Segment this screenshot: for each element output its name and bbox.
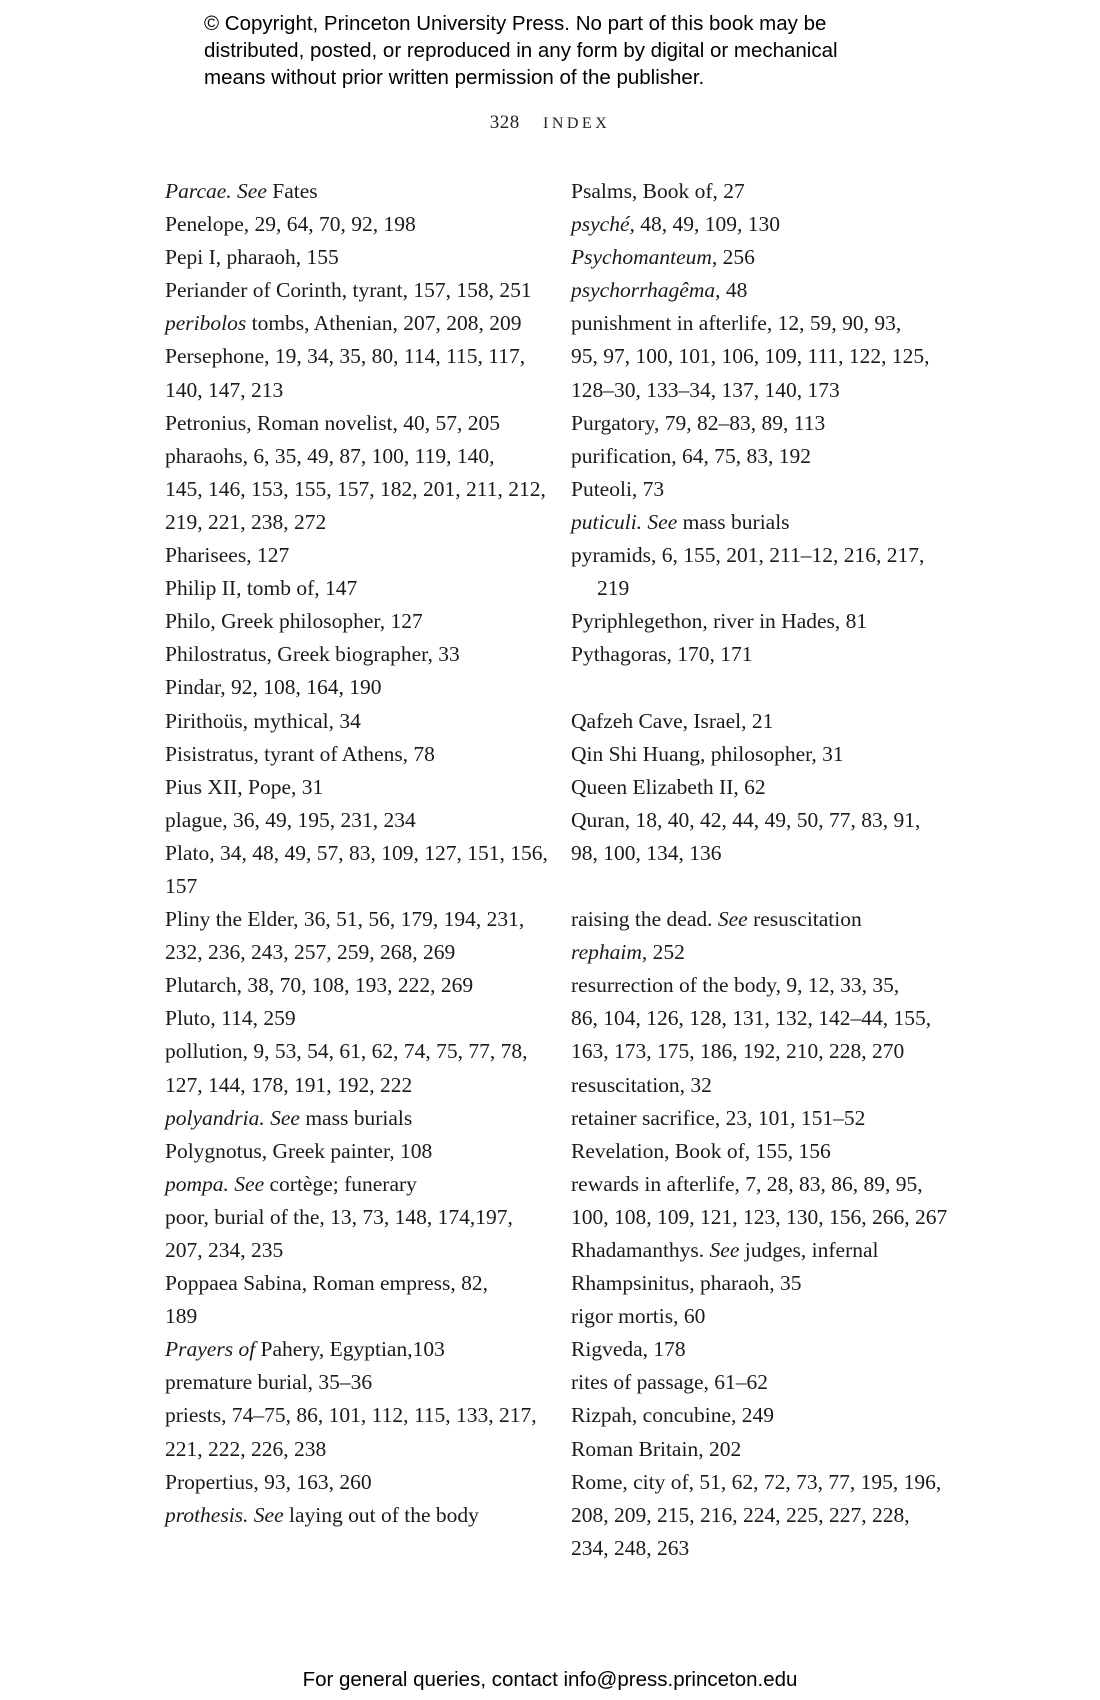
entry-text: Periander of Corinth, tyrant, 157, 158, 251 bbox=[165, 278, 532, 303]
index-entry bbox=[571, 1069, 961, 1102]
italic-text: psyché, bbox=[571, 212, 635, 237]
entry-text: Purgatory, 79, 82–83, 89, 113 bbox=[571, 410, 826, 435]
entry-text: resuscitation bbox=[747, 907, 862, 932]
entry-text: poor, burial of the, 13, 73, 148, 174,197, bbox=[165, 1204, 513, 1229]
index-entry bbox=[571, 903, 961, 936]
index-entry-line bbox=[165, 605, 555, 638]
index-entry-continuation bbox=[165, 936, 555, 969]
index-entry-line bbox=[165, 340, 555, 373]
entry-text: , 48 bbox=[715, 278, 748, 303]
index-entry bbox=[165, 307, 555, 340]
index-entry-line bbox=[165, 440, 555, 473]
index-entry-continuation bbox=[571, 837, 961, 870]
entry-text: 100, 108, 109, 121, 123, 130, 156, 266, 267 bbox=[571, 1204, 948, 1229]
italic-text: Parcae. See bbox=[165, 179, 267, 203]
index-entry-line bbox=[165, 241, 555, 274]
entry-text: Philip II, tomb of, 147 bbox=[165, 576, 358, 601]
index-entry-line bbox=[571, 440, 961, 473]
entry-text: Pirithoüs, mythical, 34 bbox=[165, 708, 361, 733]
index-entry-line bbox=[165, 1035, 555, 1068]
index-entry-line bbox=[165, 1168, 555, 1201]
index-entry-line bbox=[165, 1499, 555, 1532]
entry-text: mass burials bbox=[299, 1105, 413, 1130]
index-entry-line bbox=[165, 804, 555, 837]
section-title: INDEX bbox=[542, 115, 611, 132]
index-entry-line bbox=[571, 473, 961, 506]
index-entry-line bbox=[165, 738, 555, 771]
index-entry bbox=[571, 1267, 961, 1300]
entry-text: resuscitation, 32 bbox=[571, 1072, 712, 1097]
index-entry bbox=[165, 1333, 555, 1366]
index-entry-line bbox=[571, 241, 961, 274]
index-entry-line bbox=[165, 1002, 555, 1035]
entry-text: 48, 49, 109, 130 bbox=[634, 212, 780, 237]
entry-text: Plato, 34, 48, 49, 57, 83, 109, 127, 151, 156, bbox=[165, 840, 548, 865]
italic-text: Psychomanteum bbox=[571, 245, 712, 270]
index-column-left bbox=[165, 175, 555, 1532]
entry-text: Pharisees, 127 bbox=[165, 543, 290, 568]
entry-text: Propertius, 93, 163, 260 bbox=[165, 1469, 372, 1494]
entry-text: Poppaea Sabina, Roman empress, 82, bbox=[165, 1271, 489, 1296]
index-entry-line bbox=[165, 1333, 555, 1366]
index-entry bbox=[165, 440, 555, 539]
index-entry bbox=[165, 671, 555, 704]
index-entry bbox=[571, 1466, 961, 1565]
index-entry-line bbox=[571, 506, 961, 539]
index-entry-line bbox=[571, 804, 961, 837]
index-entry bbox=[571, 1333, 961, 1366]
index-entry bbox=[165, 1466, 555, 1499]
index-entry-line bbox=[571, 1333, 961, 1366]
index-entry-line bbox=[165, 274, 555, 307]
entry-text: Pepi I, pharaoh, 155 bbox=[165, 245, 339, 270]
index-entry bbox=[571, 175, 961, 208]
entry-text: 140, 147, 213 bbox=[165, 377, 284, 402]
entry-text: 128–30, 133–34, 137, 140, 173 bbox=[571, 377, 840, 402]
letter-section-gap bbox=[571, 870, 961, 903]
entry-text: pharaohs, 6, 35, 49, 87, 100, 119, 140, bbox=[165, 443, 495, 468]
copyright-line: means without prior written permission of the publisher. bbox=[204, 66, 705, 89]
entry-text: Rhampsinitus, pharaoh, 35 bbox=[571, 1271, 802, 1296]
index-entry-continuation bbox=[571, 1499, 961, 1532]
index-entry bbox=[571, 1102, 961, 1135]
index-entry bbox=[571, 473, 961, 506]
entry-text: 127, 144, 178, 191, 192, 222 bbox=[165, 1072, 413, 1097]
index-entry-line bbox=[165, 903, 555, 936]
index-entry bbox=[165, 837, 555, 903]
index-entry-line bbox=[165, 1201, 555, 1234]
index-entry bbox=[571, 1433, 961, 1466]
entry-text: Rhadamanthys. bbox=[571, 1238, 710, 1262]
entry-text: pyramids, 6, 155, 201, 211–12, 216, 217, 219 bbox=[571, 543, 925, 601]
index-entry-line bbox=[571, 738, 961, 771]
entry-text: , 256 bbox=[711, 245, 755, 270]
entry-text: Philostratus, Greek biographer, 33 bbox=[165, 642, 460, 667]
index-entry-continuation bbox=[571, 1532, 961, 1565]
italic-text: peribolos bbox=[165, 311, 247, 336]
index-entry-line bbox=[571, 1300, 961, 1333]
index-entry-line bbox=[571, 1267, 961, 1300]
index-entry-line bbox=[571, 274, 961, 307]
index-entry bbox=[571, 1234, 961, 1267]
entry-text: 98, 100, 134, 136 bbox=[571, 840, 722, 865]
italic-text: psychorrhagêma bbox=[571, 278, 716, 303]
index-entry-continuation bbox=[165, 473, 555, 506]
index-entry-line bbox=[165, 638, 555, 671]
index-entry bbox=[165, 1002, 555, 1035]
index-entry-line bbox=[165, 837, 555, 870]
index-entry-line bbox=[571, 539, 961, 605]
entry-text: 232, 236, 243, 257, 259, 268, 269 bbox=[165, 940, 456, 965]
letter-section-gap bbox=[571, 671, 961, 704]
index-entry-line bbox=[165, 208, 555, 241]
entry-text: priests, 74–75, 86, 101, 112, 115, 133, 217, bbox=[165, 1403, 537, 1428]
index-entry bbox=[571, 274, 961, 307]
index-entry bbox=[165, 903, 555, 969]
index-entry bbox=[571, 506, 961, 539]
index-entry bbox=[571, 705, 961, 738]
entry-text: 163, 173, 175, 186, 192, 210, 228, 270 bbox=[571, 1039, 905, 1064]
index-entry-line bbox=[571, 638, 961, 671]
entry-text: purification, 64, 75, 83, 192 bbox=[571, 443, 812, 468]
index-column-right bbox=[571, 175, 961, 1565]
entry-text: rigor mortis, 60 bbox=[571, 1304, 706, 1329]
index-entry bbox=[165, 1201, 555, 1267]
index-entry-line bbox=[165, 407, 555, 440]
index-entry bbox=[571, 969, 961, 1068]
contact-footer: For general queries, contact info@press.princeton.edu bbox=[302, 1668, 798, 1691]
entry-text: plague, 36, 49, 195, 231, 234 bbox=[165, 807, 416, 832]
index-entry-line bbox=[165, 307, 555, 340]
entry-text: raising the dead. bbox=[571, 907, 718, 932]
copyright-line: distributed, posted, or reproduced in any form by digital or mechanical bbox=[204, 39, 838, 62]
index-entry-line bbox=[165, 771, 555, 804]
index-entry-line bbox=[571, 771, 961, 804]
index-entry bbox=[165, 1499, 555, 1532]
entry-text: 189 bbox=[165, 1304, 198, 1329]
index-entry-line bbox=[571, 1399, 961, 1432]
entry-text: cortège; funerary bbox=[264, 1171, 417, 1196]
entry-text: Rigveda, 178 bbox=[571, 1337, 686, 1362]
index-entry bbox=[165, 969, 555, 1002]
index-entry-line bbox=[165, 1466, 555, 1499]
index-entry bbox=[165, 1035, 555, 1101]
entry-text: Queen Elizabeth II, 62 bbox=[571, 774, 766, 799]
index-entry bbox=[165, 175, 555, 208]
index-entry bbox=[571, 638, 961, 671]
index-entry-line bbox=[571, 705, 961, 738]
italic-text: puticuli. See bbox=[571, 509, 678, 534]
index-entry bbox=[571, 936, 961, 969]
index-entry bbox=[571, 208, 961, 241]
entry-text: 157 bbox=[165, 873, 198, 898]
entry-text: Pisistratus, tyrant of Athens, 78 bbox=[165, 741, 435, 766]
index-entry-continuation bbox=[165, 870, 555, 903]
index-entry bbox=[571, 1366, 961, 1399]
index-entry bbox=[165, 1399, 555, 1465]
entry-text: pollution, 9, 53, 54, 61, 62, 74, 75, 77, 78, bbox=[165, 1039, 528, 1064]
entry-text: Fates bbox=[266, 179, 318, 203]
index-entry bbox=[165, 1366, 555, 1399]
index-entry bbox=[165, 605, 555, 638]
copyright-notice bbox=[204, 10, 1004, 91]
entry-text: retainer sacrifice, 23, 101, 151–52 bbox=[571, 1105, 866, 1130]
index-entry-line bbox=[165, 539, 555, 572]
index-entry bbox=[571, 605, 961, 638]
index-entry-continuation bbox=[571, 1002, 961, 1035]
index-entry bbox=[165, 1102, 555, 1135]
index-entry-continuation bbox=[571, 1201, 961, 1234]
index-entry bbox=[571, 241, 961, 274]
entry-text: Pliny the Elder, 36, 51, 56, 179, 194, 231, bbox=[165, 907, 525, 932]
index-entry-line bbox=[571, 903, 961, 936]
entry-text: Puteoli, 73 bbox=[571, 476, 665, 501]
entry-text: Roman Britain, 202 bbox=[571, 1436, 742, 1461]
index-entry-line bbox=[165, 1102, 555, 1135]
entry-text: 234, 248, 263 bbox=[571, 1535, 690, 1560]
entry-text: , 252 bbox=[641, 940, 685, 965]
index-entry-line bbox=[571, 407, 961, 440]
entry-text: 221, 222, 226, 238 bbox=[165, 1436, 327, 1461]
entry-text: resurrection of the body, 9, 12, 33, 35, bbox=[571, 973, 900, 998]
entry-text: Rizpah, concubine, 249 bbox=[571, 1403, 775, 1428]
entry-text: Qafzeh Cave, Israel, 21 bbox=[571, 708, 774, 733]
index-entry bbox=[165, 340, 555, 406]
index-entry-continuation bbox=[165, 1300, 555, 1333]
index-entry-line bbox=[571, 969, 961, 1002]
index-entry-line bbox=[165, 969, 555, 1002]
index-entry bbox=[571, 738, 961, 771]
entry-text: Pius XII, Pope, 31 bbox=[165, 774, 324, 799]
entry-text: 207, 234, 235 bbox=[165, 1238, 284, 1262]
index-entry bbox=[165, 274, 555, 307]
entry-text: punishment in afterlife, 12, 59, 90, 93, bbox=[571, 311, 902, 336]
entry-text: Pahery, Egyptian,103 bbox=[255, 1337, 445, 1362]
index-entry bbox=[165, 638, 555, 671]
index-entry-continuation bbox=[165, 1433, 555, 1466]
entry-text: Rome, city of, 51, 62, 72, 73, 77, 195, 196, bbox=[571, 1469, 942, 1494]
index-entry-continuation bbox=[571, 340, 961, 373]
italic-text: Prayers of bbox=[165, 1337, 256, 1362]
index-entry bbox=[165, 539, 555, 572]
index-entry bbox=[165, 771, 555, 804]
index-entry-line bbox=[571, 605, 961, 638]
index-entry-line bbox=[165, 572, 555, 605]
entry-text: Pythagoras, 170, 171 bbox=[571, 642, 753, 667]
index-entry-continuation bbox=[571, 1035, 961, 1068]
entry-text: 95, 97, 100, 101, 106, 109, 111, 122, 125, bbox=[571, 344, 930, 369]
entry-text: Qin Shi Huang, philosopher, 31 bbox=[571, 741, 844, 766]
index-entry-line bbox=[571, 1466, 961, 1499]
index-entry bbox=[571, 1399, 961, 1432]
index-entry bbox=[165, 407, 555, 440]
entry-text: judges, infernal bbox=[739, 1238, 879, 1262]
italic-text: See bbox=[709, 1238, 740, 1262]
entry-text: Petronius, Roman novelist, 40, 57, 205 bbox=[165, 410, 501, 435]
index-entry-line bbox=[571, 1366, 961, 1399]
index-entry-line bbox=[571, 1234, 961, 1267]
entry-text: Psalms, Book of, 27 bbox=[571, 179, 745, 203]
index-entry bbox=[165, 572, 555, 605]
italic-text: prothesis. See bbox=[165, 1502, 284, 1527]
index-entry-continuation bbox=[165, 374, 555, 407]
entry-text: rites of passage, 61–62 bbox=[571, 1370, 769, 1395]
entry-text: 145, 146, 153, 155, 157, 182, 201, 211, 212, bbox=[165, 476, 546, 501]
entry-text: 86, 104, 126, 128, 131, 132, 142–44, 155, bbox=[571, 1006, 932, 1031]
entry-text: Revelation, Book of, 155, 156 bbox=[571, 1138, 831, 1163]
index-entry-line bbox=[165, 1366, 555, 1399]
index-entry-line bbox=[571, 208, 961, 241]
index-entry-continuation bbox=[165, 1234, 555, 1267]
index-entry-line bbox=[571, 1135, 961, 1168]
index-entry-continuation bbox=[571, 374, 961, 407]
entry-text: premature burial, 35–36 bbox=[165, 1370, 373, 1395]
index-entry-line bbox=[571, 1069, 961, 1102]
entry-text: Persephone, 19, 34, 35, 80, 114, 115, 117, bbox=[165, 344, 526, 369]
page-number: 328 bbox=[489, 112, 520, 133]
index-entry-continuation bbox=[165, 506, 555, 539]
copyright-line: © Copyright, Princeton University Press. No part of this book may be bbox=[204, 12, 827, 35]
index-entry-line bbox=[165, 705, 555, 738]
index-entry-line bbox=[165, 671, 555, 704]
index-entry bbox=[165, 1168, 555, 1201]
entry-text: 219, 221, 238, 272 bbox=[165, 509, 327, 534]
entry-text: Quran, 18, 40, 42, 44, 49, 50, 77, 83, 91, bbox=[571, 807, 921, 832]
italic-text: rephaim bbox=[571, 940, 642, 965]
index-entry bbox=[165, 241, 555, 274]
entry-text: Polygnotus, Greek painter, 108 bbox=[165, 1138, 433, 1163]
index-entry bbox=[571, 440, 961, 473]
index-entry-line bbox=[571, 1433, 961, 1466]
index-entry-line bbox=[571, 936, 961, 969]
index-entry bbox=[165, 208, 555, 241]
entry-text: 208, 209, 215, 216, 224, 225, 227, 228, bbox=[571, 1502, 910, 1527]
entry-text: laying out of the body bbox=[283, 1502, 479, 1527]
index-entry bbox=[571, 407, 961, 440]
index-entry bbox=[165, 705, 555, 738]
index-entry bbox=[165, 738, 555, 771]
index-entry bbox=[165, 1267, 555, 1333]
index-entry-line bbox=[571, 1168, 961, 1201]
index-entry-line bbox=[165, 1135, 555, 1168]
index-entry-continuation bbox=[165, 1069, 555, 1102]
index-entry-line bbox=[165, 175, 555, 208]
italic-text: pompa. See bbox=[165, 1171, 265, 1196]
index-entry bbox=[571, 1300, 961, 1333]
entry-text: Penelope, 29, 64, 70, 92, 198 bbox=[165, 212, 416, 237]
index-entry-line bbox=[571, 307, 961, 340]
entry-text: mass burials bbox=[677, 509, 790, 534]
running-header bbox=[0, 112, 1100, 134]
index-entry bbox=[571, 539, 961, 605]
index-entry-line bbox=[571, 175, 961, 208]
index-entry bbox=[571, 1168, 961, 1234]
index-entry bbox=[571, 771, 961, 804]
index-entry bbox=[571, 307, 961, 406]
index-entry bbox=[571, 1135, 961, 1168]
italic-text: polyandria. See bbox=[165, 1105, 300, 1130]
index-entry bbox=[165, 804, 555, 837]
entry-text: Plutarch, 38, 70, 108, 193, 222, 269 bbox=[165, 973, 474, 998]
entry-text: Pyriphlegethon, river in Hades, 81 bbox=[571, 609, 868, 634]
entry-text: rewards in afterlife, 7, 28, 83, 86, 89, 95, bbox=[571, 1171, 923, 1196]
italic-text: See bbox=[717, 907, 748, 932]
entry-text: Philo, Greek philosopher, 127 bbox=[165, 609, 423, 634]
index-entry-line bbox=[571, 1102, 961, 1135]
index-entry bbox=[165, 1135, 555, 1168]
index-entry bbox=[571, 804, 961, 870]
entry-text: Pindar, 92, 108, 164, 190 bbox=[165, 675, 382, 700]
entry-text: Pluto, 114, 259 bbox=[165, 1006, 296, 1031]
entry-text: tombs, Athenian, 207, 208, 209 bbox=[246, 311, 522, 336]
index-entry-line bbox=[165, 1399, 555, 1432]
index-entry-line bbox=[165, 1267, 555, 1300]
